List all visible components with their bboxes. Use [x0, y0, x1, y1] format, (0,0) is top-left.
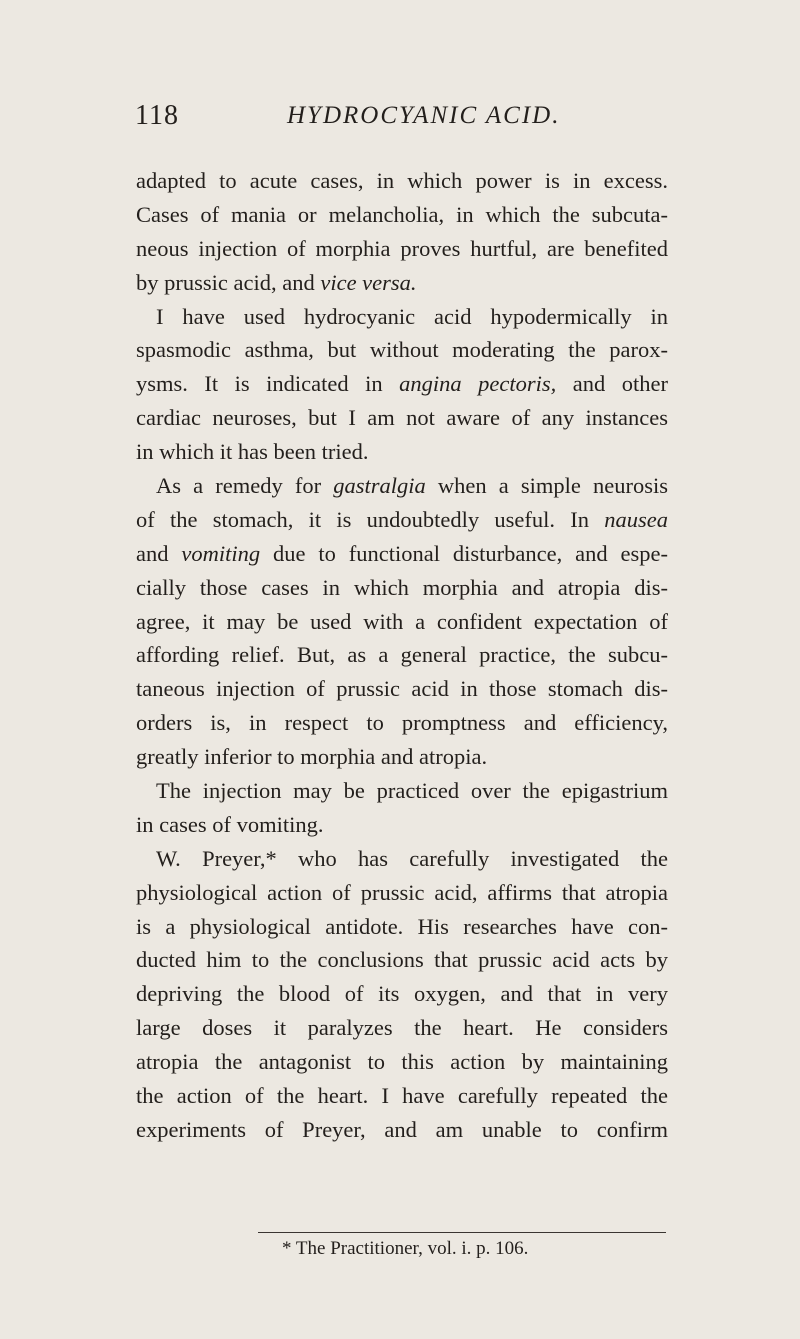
text-line: depriving the blood of its oxygen, and that in very — [136, 981, 668, 1007]
text-line: experiments of Preyer, and am unable to confirm — [136, 1116, 668, 1142]
text-line: The injection may be practiced over the epigastrium — [156, 778, 668, 804]
text-line: spasmodic asthma, but without moderating the parox- — [136, 337, 668, 363]
text-line: neous injection of morphia proves hurtful, are benefited — [136, 235, 668, 261]
text-line: greatly inferior to morphia and atropia. — [136, 744, 488, 770]
text-line: cially those cases in which morphia and atropia dis- — [136, 574, 668, 600]
text-line: physiological action of prussic acid, affirms that atropia — [136, 879, 668, 905]
text-line: I have used hydrocyanic acid hypodermically in — [156, 303, 668, 329]
text-line: ducted him to the conclusions that prussic acid acts by — [136, 947, 668, 973]
text-line: orders is, in respect to promptness and efficiency, — [136, 710, 668, 736]
text-line: Cases of mania or melancholia, in which the subcuta- — [136, 201, 668, 227]
text-line: and vomiting due to functional disturbance, and espe- — [136, 540, 668, 566]
text-line: adapted to acute cases, in which power is in excess. — [136, 168, 668, 193]
text-line: cardiac neuroses, but I am not aware of any instances — [136, 405, 668, 431]
text-line: in which it has been tried. — [136, 439, 369, 465]
text-line: is a physiological antidote. His researches have con- — [136, 913, 668, 939]
text-line: W. Preyer,* who has carefully investigated the — [156, 845, 668, 871]
body-text — [136, 164, 668, 1147]
text-line: agree, it may be used with a confident expectation of — [136, 608, 668, 634]
text-line: taneous injection of prussic acid in those stomach dis- — [136, 676, 668, 702]
page-number: 118 — [135, 100, 179, 131]
text-line: by prussic acid, and vice versa. — [136, 269, 417, 295]
footnote-rule — [258, 1232, 666, 1233]
text-line: ysms. It is indicated in angina pectoris, and other — [136, 371, 668, 397]
text-line: atropia the antagonist to this action by maintaining — [136, 1049, 668, 1075]
text-line: affording relief. But, as a general practice, the subcu- — [136, 642, 668, 668]
text-line: of the stomach, it is undoubtedly useful. In nausea — [136, 506, 668, 532]
footnote: * The Practitioner, vol. i. p. 106. — [282, 1238, 529, 1259]
text-line: As a remedy for gastralgia when a simple neurosis — [156, 473, 668, 499]
text-line: the action of the heart. I have carefully repeated the — [136, 1083, 668, 1109]
text-line: large doses it paralyzes the heart. He considers — [136, 1015, 668, 1041]
running-head — [135, 100, 667, 140]
text-line: in cases of vomiting. — [136, 811, 324, 837]
running-title: HYDROCYANIC ACID. — [287, 102, 561, 129]
